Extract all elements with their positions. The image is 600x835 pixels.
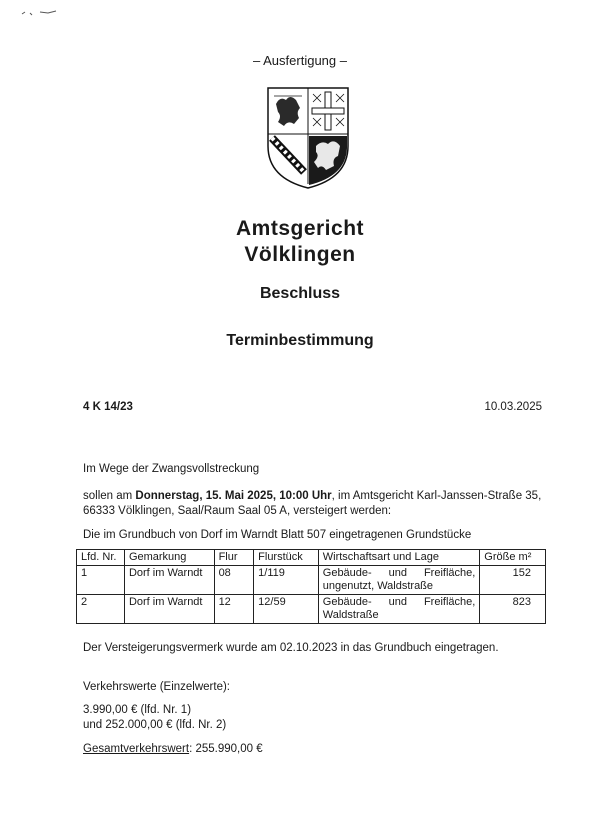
cell-wirtschaftsart [318,566,480,595]
table-header: Flur [214,550,254,566]
table-row [77,595,546,624]
auction-prefix: sollen am [83,490,136,502]
cell-flur: 08 [214,566,254,595]
wa-part: Freifläche, [423,596,476,608]
auction-date: Donnerstag, 15. Mai 2025, 10:00 Uhr [135,490,332,502]
wa-part: Gebäude- [322,567,372,579]
table-header: Gemarkung [124,550,214,566]
cell-groesse: 823 [480,595,546,624]
table-header-row [77,550,546,566]
table-row [77,566,546,595]
register-note: Der Versteigerungsvermerk wurde am 02.10.2023 in das Grundbuch eingetragen. [83,642,499,654]
wa-line2: ungenutzt, Waldstraße [322,580,434,592]
property-table [76,549,546,624]
cell-flurstueck: 1/119 [254,566,319,595]
table-header: Flurstück [254,550,319,566]
cell-gemarkung: Dorf im Warndt [124,595,214,624]
auction-suffix: , im Amtsgericht Karl-Janssen-Straße 35, 66333 Völklingen, Saal/Raum Saal 05 A, versteigert werden: [83,490,542,517]
scan-artifact-mark [20,8,60,20]
auction-paragraph [83,489,545,519]
cell-gemarkung: Dorf im Warndt [124,566,214,595]
court-name-line1: Amtsgericht [235,217,365,240]
land-register-text: Die im Grundbuch von Dorf im Warndt Blatt 507 eingetragenen Grundstücke [83,529,472,541]
wa-part: und [388,567,407,579]
case-number: 4 K 14/23 [83,401,133,413]
cell-flurstueck: 12/59 [254,595,319,624]
table-header: Wirtschaftsart und Lage [318,550,480,566]
document-subject: Terminbestimmung [226,332,374,349]
coat-of-arms-icon [266,86,350,190]
value-line-1: 3.990,00 € (lfd. Nr. 1) [83,704,192,716]
total-value: : 255.990,00 € [189,743,263,755]
wa-part: Freifläche, [423,567,476,579]
court-name [0,216,600,268]
intro-text: Im Wege der Zwangsvollstreckung [83,463,260,475]
wa-line2: Waldstraße [322,609,379,621]
cell-groesse: 152 [480,566,546,595]
cell-nr: 1 [77,566,125,595]
document-type: Beschluss [259,285,341,302]
values-heading: Verkehrswerte (Einzelwerte): [83,681,230,693]
cell-nr: 2 [77,595,125,624]
wa-part: und [388,596,407,608]
value-line-2: und 252.000,00 € (lfd. Nr. 2) [83,719,227,731]
court-name-line2: Völklingen [244,243,356,266]
copy-label: – Ausfertigung – [253,53,347,68]
table-header: Lfd. Nr. [77,550,125,566]
cell-flur: 12 [214,595,254,624]
total-label: Gesamtverkehrswert [83,743,190,755]
table-header: Größe m² [480,550,546,566]
document-date: 10.03.2025 [484,401,542,413]
cell-wirtschaftsart [318,595,480,624]
wa-part: Gebäude- [322,596,372,608]
total-value-line [83,742,545,757]
